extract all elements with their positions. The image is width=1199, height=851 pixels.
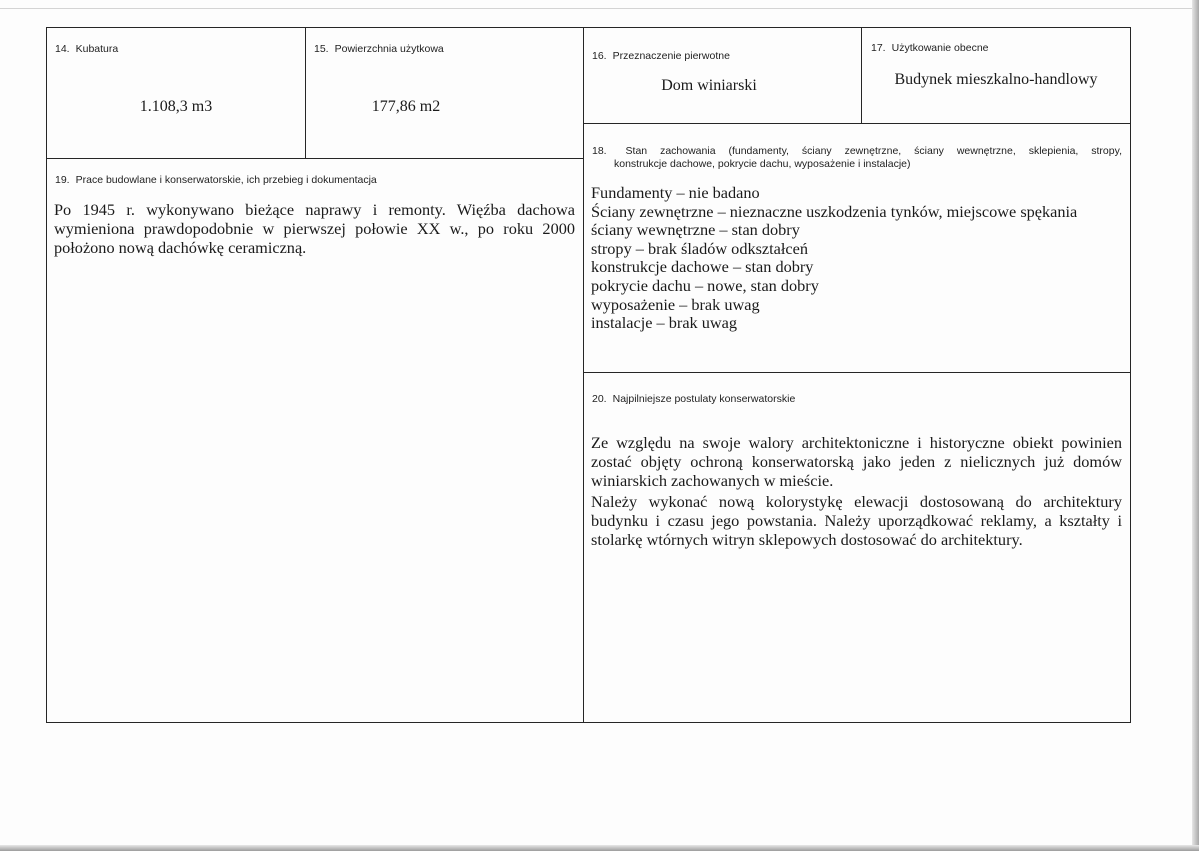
- divider-14-15: [305, 27, 306, 158]
- field-postulaty-paragraph-2: Należy wykonać nową kolorystykę elewacji dostosowaną do architektury budynku i czasu jego powstania. Należy uporządkować reklamy, a kształty i stolarkę wtórnych witryn sklepowych dostosować do architektury.: [591, 492, 1122, 549]
- form-border-left: [46, 27, 47, 723]
- field-kubatura-number: 14.: [55, 43, 70, 55]
- divider-right-row-2: [583, 372, 1131, 373]
- field-postulaty-label-text: Najpilniejsze postulaty konserwatorskie: [612, 393, 796, 405]
- divider-main-vertical: [583, 27, 584, 723]
- field-uzytkowanie-value: Budynek mieszkalno-handlowy: [894, 71, 1098, 88]
- field-kubatura-label-text: Kubatura: [75, 43, 119, 55]
- field-przeznaczenie-number: 16.: [592, 50, 607, 62]
- field-stan-number: 18.: [592, 145, 607, 157]
- field-kubatura-value: 1.108,3 m3: [139, 98, 213, 115]
- field-stan-list: [591, 184, 1126, 333]
- list-item: Ściany zewnętrzne – nieznaczne uszkodzenia tynków, miejscowe spękania: [591, 201, 1078, 221]
- field-kubatura-label: [55, 43, 295, 56]
- field-stan-label-text: Stan zachowania (fundamenty, ściany zewnętrzne, ściany wewnętrzne, sklepienia, stropy,: [625, 145, 1122, 157]
- form-border-right: [1130, 27, 1131, 723]
- field-powierzchnia-label-text: Powierzchnia użytkowa: [334, 43, 444, 55]
- scan-bottom-edge: [0, 845, 1199, 851]
- field-uzytkowanie-number: 17.: [871, 42, 886, 54]
- field-powierzchnia-value: 177,86 m2: [371, 98, 441, 115]
- scan-right-edge: [1192, 0, 1199, 851]
- scan-top-line: [0, 8, 1199, 9]
- field-uzytkowanie-label-text: Użytkowanie obecne: [891, 42, 989, 54]
- field-prace-number: 19.: [55, 174, 70, 186]
- field-powierzchnia-label: [314, 43, 574, 56]
- form-border-bottom: [46, 722, 1131, 723]
- field-uzytkowanie-label: [871, 42, 1121, 55]
- list-item: wyposażenie – brak uwag: [591, 294, 760, 314]
- divider-right-row-1: [583, 123, 1131, 124]
- field-powierzchnia-number: 15.: [314, 43, 329, 55]
- list-item: ściany wewnętrzne – stan dobry: [591, 220, 800, 240]
- list-item: konstrukcje dachowe – stan dobry: [591, 257, 814, 277]
- field-prace-label-text: Prace budowlane i konserwatorskie, ich przebieg i dokumentacja: [75, 174, 377, 186]
- field-przeznaczenie-value: Dom winiarski: [661, 77, 757, 94]
- field-prace-text: Po 1945 r. wykonywano bieżące naprawy i remonty. Więźba dachowa wymieniona prawdopodobnie w pierwszej połowie XX w., po roku 2000 położono nową dachówkę ceramiczną.: [54, 200, 575, 257]
- field-przeznaczenie-label: [592, 50, 852, 63]
- field-postulaty-number: 20.: [592, 393, 607, 405]
- list-item: instalacje – brak uwag: [591, 313, 738, 333]
- divider-left-row: [46, 158, 584, 159]
- field-postulaty-label: [592, 393, 1112, 406]
- list-item: Fundamenty – nie badano: [591, 183, 760, 202]
- list-item: pokrycie dachu – nowe, stan dobry: [591, 275, 819, 295]
- field-prace-label: [55, 174, 575, 187]
- form-border-top: [46, 27, 1131, 28]
- list-item: stropy – brak śladów odkształceń: [591, 238, 809, 258]
- field-stan-label-line2: konstrukcje dachowe, pokrycie dachu, wyposażenie i instalacje): [614, 158, 911, 170]
- field-stan-label-line1: [592, 145, 1122, 158]
- field-przeznaczenie-label-text: Przeznaczenie pierwotne: [612, 50, 730, 62]
- field-postulaty-paragraph-1: Ze względu na swoje walory architektoniczne i historyczne obiekt powinien zostać objęty ochroną konserwatorską jako jeden z nielicznych już domów winiarskich zachowanych w mieście.: [591, 433, 1122, 490]
